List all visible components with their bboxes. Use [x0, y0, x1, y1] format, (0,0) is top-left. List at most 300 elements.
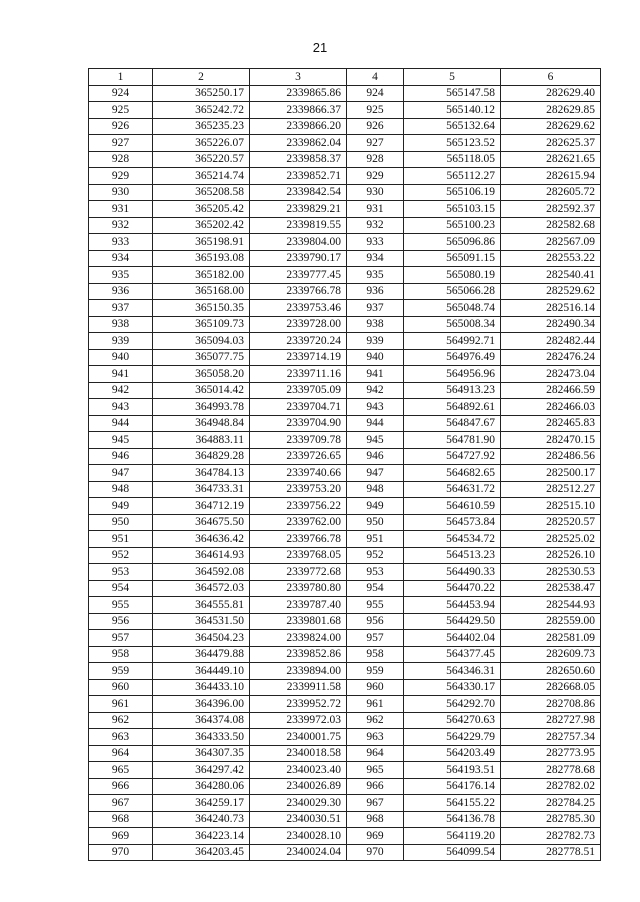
table-row [89, 300, 601, 317]
x-coordinate-cell: 365058.20 [153, 366, 250, 383]
y-coordinate-cell: 2339753.46 [250, 300, 347, 317]
y-coordinate-cell: 282465.83 [501, 415, 601, 432]
x-coordinate-cell: 365226.07 [153, 135, 250, 152]
table-row [89, 316, 601, 333]
x-coordinate-cell: 364396.00 [153, 696, 250, 713]
table-row [89, 498, 601, 515]
point-number-cell: 936 [89, 283, 153, 300]
point-number-cell: 951 [347, 531, 404, 548]
y-coordinate-cell: 2339726.65 [250, 448, 347, 465]
x-coordinate-cell: 364374.08 [153, 712, 250, 729]
y-coordinate-cell: 282778.68 [501, 762, 601, 779]
table-row [89, 366, 601, 383]
x-coordinate-cell: 365198.91 [153, 234, 250, 251]
coordinates-table [88, 68, 601, 861]
table-row [89, 646, 601, 663]
y-coordinate-cell: 282609.73 [501, 646, 601, 663]
x-coordinate-cell: 565140.12 [404, 102, 501, 119]
table-row [89, 382, 601, 399]
point-number-cell: 928 [347, 151, 404, 168]
y-coordinate-cell: 282515.10 [501, 498, 601, 515]
y-coordinate-cell: 2339852.86 [250, 646, 347, 663]
x-coordinate-cell: 364993.78 [153, 399, 250, 416]
point-number-cell: 930 [347, 184, 404, 201]
table-row [89, 514, 601, 531]
point-number-cell: 928 [89, 151, 153, 168]
x-coordinate-cell: 565048.74 [404, 300, 501, 317]
point-number-cell: 938 [347, 316, 404, 333]
y-coordinate-cell: 2339768.05 [250, 547, 347, 564]
table-row [89, 448, 601, 465]
y-coordinate-cell: 2339780.80 [250, 580, 347, 597]
table-row [89, 184, 601, 201]
table-row [89, 151, 601, 168]
y-coordinate-cell: 2340028.10 [250, 828, 347, 845]
x-coordinate-cell: 364614.93 [153, 547, 250, 564]
column-header-3: 3 [250, 69, 347, 86]
x-coordinate-cell: 364203.45 [153, 844, 250, 861]
x-coordinate-cell: 564992.71 [404, 333, 501, 350]
y-coordinate-cell: 2339858.37 [250, 151, 347, 168]
point-number-cell: 954 [89, 580, 153, 597]
x-coordinate-cell: 564377.45 [404, 646, 501, 663]
point-number-cell: 958 [89, 646, 153, 663]
point-number-cell: 925 [89, 102, 153, 119]
table-row [89, 679, 601, 696]
y-coordinate-cell: 282782.73 [501, 828, 601, 845]
point-number-cell: 933 [347, 234, 404, 251]
point-number-cell: 933 [89, 234, 153, 251]
x-coordinate-cell: 564490.33 [404, 564, 501, 581]
point-number-cell: 938 [89, 316, 153, 333]
y-coordinate-cell: 2339709.78 [250, 432, 347, 449]
x-coordinate-cell: 564956.96 [404, 366, 501, 383]
x-coordinate-cell: 364636.42 [153, 531, 250, 548]
x-coordinate-cell: 565100.23 [404, 217, 501, 234]
x-coordinate-cell: 564610.59 [404, 498, 501, 515]
point-number-cell: 942 [347, 382, 404, 399]
x-coordinate-cell: 564203.49 [404, 745, 501, 762]
x-coordinate-cell: 364948.84 [153, 415, 250, 432]
y-coordinate-cell: 282582.68 [501, 217, 601, 234]
x-coordinate-cell: 565132.64 [404, 118, 501, 135]
point-number-cell: 935 [89, 267, 153, 284]
x-coordinate-cell: 565106.19 [404, 184, 501, 201]
point-number-cell: 957 [347, 630, 404, 647]
y-coordinate-cell: 2339819.55 [250, 217, 347, 234]
x-coordinate-cell: 565008.34 [404, 316, 501, 333]
x-coordinate-cell: 365193.08 [153, 250, 250, 267]
x-coordinate-cell: 365182.00 [153, 267, 250, 284]
table-row [89, 135, 601, 152]
point-number-cell: 935 [347, 267, 404, 284]
column-header-2: 2 [153, 69, 250, 86]
y-coordinate-cell: 2339772.68 [250, 564, 347, 581]
point-number-cell: 944 [89, 415, 153, 432]
point-number-cell: 929 [347, 168, 404, 185]
table-row [89, 663, 601, 680]
x-coordinate-cell: 364504.23 [153, 630, 250, 647]
table-row [89, 415, 601, 432]
y-coordinate-cell: 282520.57 [501, 514, 601, 531]
point-number-cell: 939 [347, 333, 404, 350]
point-number-cell: 946 [89, 448, 153, 465]
table-row [89, 201, 601, 218]
point-number-cell: 962 [347, 712, 404, 729]
y-coordinate-cell: 282500.17 [501, 465, 601, 482]
table-row [89, 168, 601, 185]
table-row [89, 399, 601, 416]
y-coordinate-cell: 282615.94 [501, 168, 601, 185]
y-coordinate-cell: 282581.09 [501, 630, 601, 647]
table-row [89, 828, 601, 845]
point-number-cell: 930 [89, 184, 153, 201]
y-coordinate-cell: 2339705.09 [250, 382, 347, 399]
x-coordinate-cell: 564119.20 [404, 828, 501, 845]
point-number-cell: 970 [347, 844, 404, 861]
y-coordinate-cell: 282629.62 [501, 118, 601, 135]
y-coordinate-cell: 2339824.00 [250, 630, 347, 647]
y-coordinate-cell: 282621.65 [501, 151, 601, 168]
x-coordinate-cell: 365242.72 [153, 102, 250, 119]
x-coordinate-cell: 365214.74 [153, 168, 250, 185]
table-row [89, 564, 601, 581]
x-coordinate-cell: 564847.67 [404, 415, 501, 432]
point-number-cell: 940 [89, 349, 153, 366]
x-coordinate-cell: 564573.84 [404, 514, 501, 531]
point-number-cell: 939 [89, 333, 153, 350]
point-number-cell: 934 [347, 250, 404, 267]
x-coordinate-cell: 364572.03 [153, 580, 250, 597]
point-number-cell: 957 [89, 630, 153, 647]
table-row [89, 613, 601, 630]
x-coordinate-cell: 564229.79 [404, 729, 501, 746]
x-coordinate-cell: 564631.72 [404, 481, 501, 498]
y-coordinate-cell: 2340026.89 [250, 778, 347, 795]
table-row [89, 795, 601, 812]
x-coordinate-cell: 365205.42 [153, 201, 250, 218]
y-coordinate-cell: 282486.56 [501, 448, 601, 465]
point-number-cell: 942 [89, 382, 153, 399]
column-header-6: 6 [501, 69, 601, 86]
point-number-cell: 932 [89, 217, 153, 234]
point-number-cell: 956 [89, 613, 153, 630]
table-row [89, 547, 601, 564]
y-coordinate-cell: 282530.53 [501, 564, 601, 581]
point-number-cell: 924 [89, 85, 153, 102]
y-coordinate-cell: 282629.40 [501, 85, 601, 102]
x-coordinate-cell: 364307.35 [153, 745, 250, 762]
x-coordinate-cell: 365235.23 [153, 118, 250, 135]
x-coordinate-cell: 565123.52 [404, 135, 501, 152]
point-number-cell: 931 [89, 201, 153, 218]
table-row [89, 745, 601, 762]
y-coordinate-cell: 2339804.00 [250, 234, 347, 251]
y-coordinate-cell: 2339866.20 [250, 118, 347, 135]
point-number-cell: 926 [347, 118, 404, 135]
point-number-cell: 937 [347, 300, 404, 317]
point-number-cell: 963 [347, 729, 404, 746]
x-coordinate-cell: 364333.50 [153, 729, 250, 746]
y-coordinate-cell: 282482.44 [501, 333, 601, 350]
x-coordinate-cell: 364675.50 [153, 514, 250, 531]
y-coordinate-cell: 2339714.19 [250, 349, 347, 366]
point-number-cell: 934 [89, 250, 153, 267]
y-coordinate-cell: 282540.41 [501, 267, 601, 284]
x-coordinate-cell: 564727.92 [404, 448, 501, 465]
y-coordinate-cell: 282525.02 [501, 531, 601, 548]
table-row [89, 811, 601, 828]
table-row [89, 481, 601, 498]
x-coordinate-cell: 565112.27 [404, 168, 501, 185]
point-number-cell: 943 [89, 399, 153, 416]
y-coordinate-cell: 2339829.21 [250, 201, 347, 218]
y-coordinate-cell: 2339790.17 [250, 250, 347, 267]
table-row [89, 597, 601, 614]
point-number-cell: 941 [347, 366, 404, 383]
point-number-cell: 965 [89, 762, 153, 779]
x-coordinate-cell: 365208.58 [153, 184, 250, 201]
column-header-5: 5 [404, 69, 501, 86]
point-number-cell: 945 [89, 432, 153, 449]
y-coordinate-cell: 2339852.71 [250, 168, 347, 185]
y-coordinate-cell: 282785.30 [501, 811, 601, 828]
y-coordinate-cell: 282782.02 [501, 778, 601, 795]
y-coordinate-cell: 282592.37 [501, 201, 601, 218]
point-number-cell: 927 [89, 135, 153, 152]
point-number-cell: 929 [89, 168, 153, 185]
point-number-cell: 931 [347, 201, 404, 218]
x-coordinate-cell: 364883.11 [153, 432, 250, 449]
point-number-cell: 943 [347, 399, 404, 416]
x-coordinate-cell: 564429.50 [404, 613, 501, 630]
point-number-cell: 926 [89, 118, 153, 135]
table-row [89, 580, 601, 597]
point-number-cell: 945 [347, 432, 404, 449]
y-coordinate-cell: 282757.34 [501, 729, 601, 746]
y-coordinate-cell: 282553.22 [501, 250, 601, 267]
y-coordinate-cell: 282466.03 [501, 399, 601, 416]
point-number-cell: 958 [347, 646, 404, 663]
table-row [89, 349, 601, 366]
point-number-cell: 969 [89, 828, 153, 845]
y-coordinate-cell: 2340024.04 [250, 844, 347, 861]
point-number-cell: 966 [89, 778, 153, 795]
x-coordinate-cell: 564781.90 [404, 432, 501, 449]
y-coordinate-cell: 282784.25 [501, 795, 601, 812]
y-coordinate-cell: 282773.95 [501, 745, 601, 762]
y-coordinate-cell: 282544.93 [501, 597, 601, 614]
point-number-cell: 955 [89, 597, 153, 614]
column-header-1: 1 [89, 69, 153, 86]
table-row [89, 234, 601, 251]
point-number-cell: 965 [347, 762, 404, 779]
y-coordinate-cell: 2340030.51 [250, 811, 347, 828]
point-number-cell: 948 [89, 481, 153, 498]
table-row [89, 432, 601, 449]
x-coordinate-cell: 564892.61 [404, 399, 501, 416]
x-coordinate-cell: 564513.23 [404, 547, 501, 564]
x-coordinate-cell: 364449.10 [153, 663, 250, 680]
y-coordinate-cell: 2339865.86 [250, 85, 347, 102]
y-coordinate-cell: 282625.37 [501, 135, 601, 152]
point-number-cell: 924 [347, 85, 404, 102]
table-row [89, 729, 601, 746]
point-number-cell: 952 [347, 547, 404, 564]
table-row [89, 762, 601, 779]
y-coordinate-cell: 282708.86 [501, 696, 601, 713]
point-number-cell: 936 [347, 283, 404, 300]
y-coordinate-cell: 282512.27 [501, 481, 601, 498]
x-coordinate-cell: 565103.15 [404, 201, 501, 218]
y-coordinate-cell: 2339777.45 [250, 267, 347, 284]
x-coordinate-cell: 364223.14 [153, 828, 250, 845]
point-number-cell: 966 [347, 778, 404, 795]
x-coordinate-cell: 565147.58 [404, 85, 501, 102]
x-coordinate-cell: 365250.17 [153, 85, 250, 102]
table-row [89, 85, 601, 102]
x-coordinate-cell: 365014.42 [153, 382, 250, 399]
table-row [89, 333, 601, 350]
y-coordinate-cell: 2340029.30 [250, 795, 347, 812]
point-number-cell: 956 [347, 613, 404, 630]
table-row [89, 778, 601, 795]
y-coordinate-cell: 282490.34 [501, 316, 601, 333]
x-coordinate-cell: 564099.54 [404, 844, 501, 861]
point-number-cell: 940 [347, 349, 404, 366]
point-number-cell: 944 [347, 415, 404, 432]
column-header-4: 4 [347, 69, 404, 86]
point-number-cell: 947 [347, 465, 404, 482]
x-coordinate-cell: 365094.03 [153, 333, 250, 350]
point-number-cell: 970 [89, 844, 153, 861]
x-coordinate-cell: 364259.17 [153, 795, 250, 812]
point-number-cell: 949 [347, 498, 404, 515]
point-number-cell: 932 [347, 217, 404, 234]
table-body [89, 85, 601, 861]
point-number-cell: 937 [89, 300, 153, 317]
y-coordinate-cell: 282727.98 [501, 712, 601, 729]
y-coordinate-cell: 2339866.37 [250, 102, 347, 119]
point-number-cell: 968 [347, 811, 404, 828]
table-row [89, 712, 601, 729]
point-number-cell: 969 [347, 828, 404, 845]
table-row [89, 267, 601, 284]
x-coordinate-cell: 365150.35 [153, 300, 250, 317]
x-coordinate-cell: 364592.08 [153, 564, 250, 581]
y-coordinate-cell: 2339711.16 [250, 366, 347, 383]
x-coordinate-cell: 564470.22 [404, 580, 501, 597]
x-coordinate-cell: 364733.31 [153, 481, 250, 498]
x-coordinate-cell: 564270.63 [404, 712, 501, 729]
point-number-cell: 955 [347, 597, 404, 614]
y-coordinate-cell: 2339728.00 [250, 316, 347, 333]
x-coordinate-cell: 364433.10 [153, 679, 250, 696]
x-coordinate-cell: 364784.13 [153, 465, 250, 482]
point-number-cell: 948 [347, 481, 404, 498]
point-number-cell: 964 [347, 745, 404, 762]
y-coordinate-cell: 282516.14 [501, 300, 601, 317]
x-coordinate-cell: 364829.28 [153, 448, 250, 465]
x-coordinate-cell: 564913.23 [404, 382, 501, 399]
point-number-cell: 960 [347, 679, 404, 696]
point-number-cell: 927 [347, 135, 404, 152]
y-coordinate-cell: 2339720.24 [250, 333, 347, 350]
table-row [89, 217, 601, 234]
point-number-cell: 959 [89, 663, 153, 680]
x-coordinate-cell: 364297.42 [153, 762, 250, 779]
y-coordinate-cell: 282538.47 [501, 580, 601, 597]
x-coordinate-cell: 364555.81 [153, 597, 250, 614]
x-coordinate-cell: 565091.15 [404, 250, 501, 267]
x-coordinate-cell: 564402.04 [404, 630, 501, 647]
point-number-cell: 960 [89, 679, 153, 696]
page-number: 21 [312, 40, 328, 55]
point-number-cell: 946 [347, 448, 404, 465]
y-coordinate-cell: 282466.59 [501, 382, 601, 399]
y-coordinate-cell: 282629.85 [501, 102, 601, 119]
table-row [89, 844, 601, 861]
table-row [89, 102, 601, 119]
y-coordinate-cell: 2340018.58 [250, 745, 347, 762]
y-coordinate-cell: 2339972.03 [250, 712, 347, 729]
table-row [89, 465, 601, 482]
x-coordinate-cell: 365109.73 [153, 316, 250, 333]
point-number-cell: 964 [89, 745, 153, 762]
y-coordinate-cell: 282668.05 [501, 679, 601, 696]
table-row [89, 696, 601, 713]
y-coordinate-cell: 282605.72 [501, 184, 601, 201]
y-coordinate-cell: 2339704.90 [250, 415, 347, 432]
x-coordinate-cell: 564193.51 [404, 762, 501, 779]
x-coordinate-cell: 564534.72 [404, 531, 501, 548]
x-coordinate-cell: 364280.06 [153, 778, 250, 795]
table-row [89, 283, 601, 300]
point-number-cell: 953 [347, 564, 404, 581]
y-coordinate-cell: 2339842.54 [250, 184, 347, 201]
x-coordinate-cell: 564176.14 [404, 778, 501, 795]
y-coordinate-cell: 282650.60 [501, 663, 601, 680]
y-coordinate-cell: 2340023.40 [250, 762, 347, 779]
x-coordinate-cell: 564292.70 [404, 696, 501, 713]
y-coordinate-cell: 2339762.00 [250, 514, 347, 531]
x-coordinate-cell: 564330.17 [404, 679, 501, 696]
y-coordinate-cell: 2340001.75 [250, 729, 347, 746]
x-coordinate-cell: 364479.88 [153, 646, 250, 663]
x-coordinate-cell: 564155.22 [404, 795, 501, 812]
table-row [89, 531, 601, 548]
y-coordinate-cell: 282559.00 [501, 613, 601, 630]
point-number-cell: 952 [89, 547, 153, 564]
x-coordinate-cell: 564976.49 [404, 349, 501, 366]
table-row [89, 630, 601, 647]
y-coordinate-cell: 2339862.04 [250, 135, 347, 152]
y-coordinate-cell: 2339952.72 [250, 696, 347, 713]
x-coordinate-cell: 565118.05 [404, 151, 501, 168]
point-number-cell: 959 [347, 663, 404, 680]
x-coordinate-cell: 364531.50 [153, 613, 250, 630]
y-coordinate-cell: 282476.24 [501, 349, 601, 366]
point-number-cell: 925 [347, 102, 404, 119]
y-coordinate-cell: 282473.04 [501, 366, 601, 383]
x-coordinate-cell: 365077.75 [153, 349, 250, 366]
point-number-cell: 968 [89, 811, 153, 828]
point-number-cell: 963 [89, 729, 153, 746]
point-number-cell: 941 [89, 366, 153, 383]
point-number-cell: 951 [89, 531, 153, 548]
point-number-cell: 947 [89, 465, 153, 482]
point-number-cell: 961 [347, 696, 404, 713]
